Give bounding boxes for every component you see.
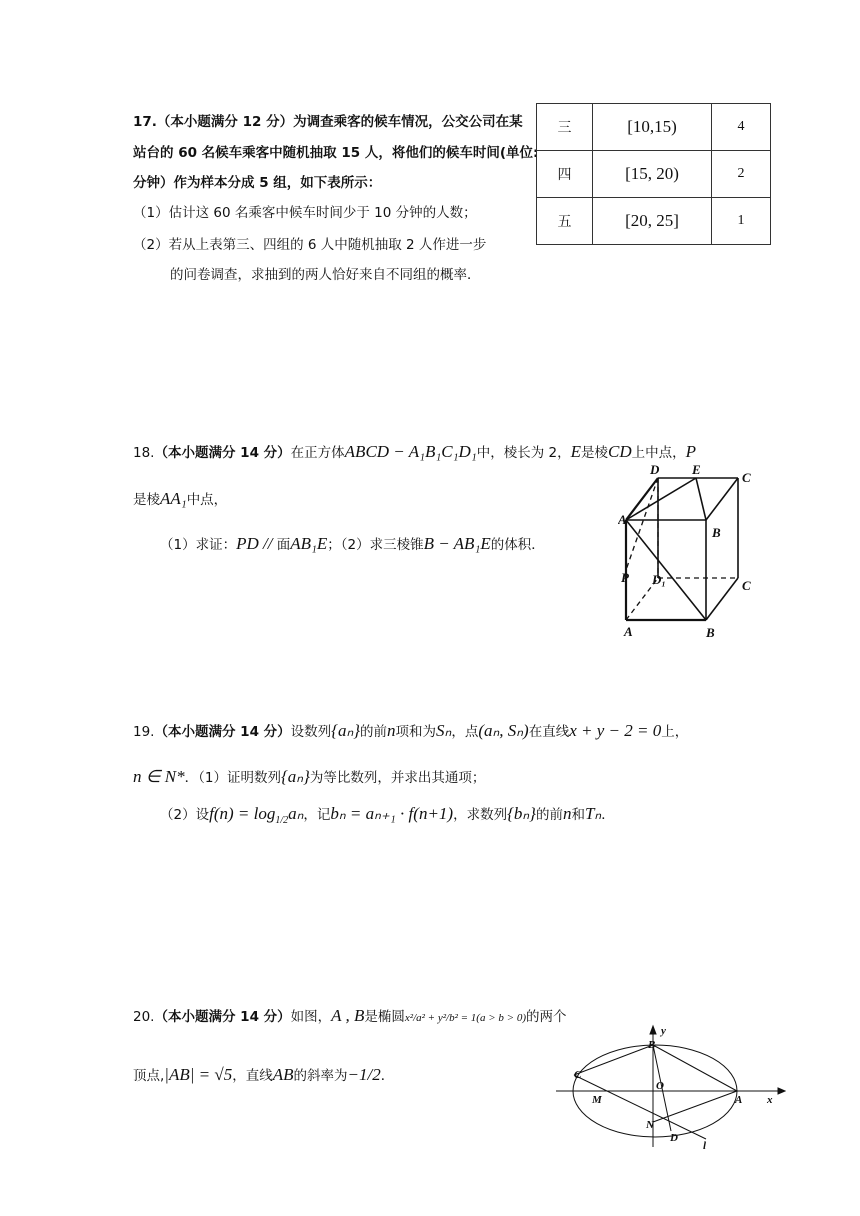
q18-math: AB₁E	[290, 534, 328, 553]
q18-text: 面	[276, 537, 291, 553]
q20-math: A , B	[331, 1006, 365, 1025]
q17-line2: 站台的 60 名候车乘客中随机抽取 15 人，将他们的候车时间(单位:	[133, 145, 539, 161]
ellipse-label-D: D	[670, 1132, 678, 1144]
table-row	[537, 198, 771, 245]
q19-text: ，求数列	[453, 807, 508, 823]
q19-text: ，点	[451, 724, 479, 740]
ellipse-label-y: y	[661, 1025, 666, 1037]
q18-text: 的体积．	[490, 537, 545, 553]
ellipse-label-B: B	[648, 1039, 656, 1051]
q18-heading: （本小题满分 14 分）	[154, 445, 291, 461]
q17-line3: 分钟）作为样本分成 5 组，如下表所示：	[133, 175, 382, 191]
q17-part1: （1）估计这 60 名乘客中候车时间少于 10 分钟的人数；	[133, 205, 477, 221]
q20-line2	[133, 1064, 394, 1085]
q19-math: n	[562, 804, 572, 823]
cube-label-P: P	[621, 570, 629, 585]
group-cell: 三	[537, 104, 593, 151]
q19-math: n	[387, 721, 396, 740]
ellipse-label-x: x	[767, 1094, 773, 1106]
q18-math: E	[570, 442, 582, 461]
q19-text: 的前	[535, 807, 563, 823]
q19-math: {aₙ}	[331, 721, 361, 740]
q19-math: f(n) = log	[209, 804, 276, 823]
q20-math: AB	[272, 1065, 294, 1084]
cube-label-D: D	[650, 462, 660, 477]
q19-math: n ∈ N*	[133, 767, 185, 786]
q18-math: PD //	[236, 534, 277, 553]
q20-text: 顶点,	[133, 1068, 165, 1084]
interval-cell: [10,15)	[593, 104, 712, 151]
ellipse-label-l: l	[703, 1140, 707, 1152]
q20-math: |AB| = √5	[164, 1065, 233, 1084]
q18-text: 上中点，	[631, 445, 686, 461]
group-cell: 四	[537, 151, 593, 198]
cube-label-E: E	[692, 462, 701, 477]
q18-text: 在正方体	[290, 445, 345, 461]
cube-label-A1: A	[618, 512, 627, 527]
q19-text: 上，	[661, 724, 689, 740]
q18-math: B − AB₁E	[423, 534, 491, 553]
q18-text: 中，棱长为 2，	[476, 445, 571, 461]
q18-math: CD	[608, 442, 632, 461]
q17-part2a: （2）若从上表第三、四组的 6 人中随机抽取 2 人作进一步	[133, 237, 487, 253]
cube-label-A: A	[624, 624, 633, 639]
q19-line2	[133, 766, 485, 787]
q20-ellipse-figure	[556, 1022, 786, 1152]
q20-line1	[133, 1005, 566, 1026]
q20-math: −1/2	[347, 1065, 381, 1084]
q19-text: 为等比数列，并求出其通项；	[309, 770, 486, 786]
cube-label-C1: C	[742, 470, 751, 485]
cube-label-C: C	[742, 578, 751, 593]
q19-math: Sₙ	[436, 721, 452, 740]
q19-math: x + y − 2 = 0	[569, 721, 662, 740]
q19-math: (aₙ, Sₙ)	[478, 721, 529, 740]
q19-text: ，记	[303, 807, 331, 823]
ellipse-label-C: C	[574, 1069, 582, 1081]
q19-math: {bₙ}	[507, 804, 536, 823]
interval-cell: [15, 20)	[593, 151, 712, 198]
table-row	[537, 151, 771, 198]
q20-text: ，直线	[232, 1068, 273, 1084]
ellipse-label-N: N	[646, 1119, 654, 1131]
q18-math: AA₁	[160, 489, 187, 508]
q18-text: 是棱	[133, 492, 160, 508]
q20-number: 20.	[133, 1009, 155, 1025]
q19-text: 的前	[360, 724, 388, 740]
table-row	[537, 104, 771, 151]
q19-text: 和	[571, 807, 585, 823]
q19-text: ．（1）证明数列	[184, 770, 281, 786]
q20-text: 的斜率为	[293, 1068, 348, 1084]
q18-line2	[133, 488, 227, 509]
q18-number: 18.	[133, 445, 155, 461]
cube-label-B: B	[706, 625, 715, 640]
q18-text: 是棱	[581, 445, 609, 461]
ellipse-label-O: O	[656, 1080, 664, 1092]
q19-line3	[160, 803, 615, 826]
q19-math: bₙ = aₙ₊₁ · f(n+1)	[330, 804, 454, 823]
q19-text: 设数列	[290, 724, 332, 740]
q19-line1	[133, 720, 688, 741]
q19-text: 在直线	[528, 724, 570, 740]
q20-heading: （本小题满分 14 分）	[154, 1009, 291, 1025]
q19-heading: （本小题满分 14 分）	[154, 724, 291, 740]
count-cell: 4	[712, 104, 771, 151]
q20-text: 是椭圆	[364, 1009, 405, 1025]
q18-text: 中点，	[186, 492, 228, 508]
q19-text: ．	[601, 807, 615, 823]
cube-label-B1: B	[712, 525, 721, 540]
q20-text: 的两个	[525, 1009, 567, 1025]
q20-text: 如图，	[290, 1009, 332, 1025]
count-cell: 2	[712, 151, 771, 198]
cube-label-D1: D₁	[652, 572, 666, 587]
q19-text: 项和为	[395, 724, 437, 740]
q18-line1	[133, 441, 696, 462]
q20-ellipse-equation: x²/a² + y²/b² = 1(a > b > 0)	[404, 1012, 526, 1024]
group-cell: 五	[537, 198, 593, 245]
q17-frequency-table	[536, 103, 771, 245]
count-cell: 1	[712, 198, 771, 245]
q18-text: （1）求证：	[160, 537, 237, 553]
ellipse-label-M: M	[592, 1094, 602, 1106]
q19-math: aₙ	[288, 804, 304, 823]
q19-math: Tₙ	[584, 804, 602, 823]
q19-math: {aₙ}	[281, 767, 310, 786]
q18-text: ；（2）求三棱锥	[327, 537, 424, 553]
q18-cube-figure	[618, 460, 758, 645]
q20-text: ．	[380, 1068, 395, 1084]
q19-math: 1/2	[275, 814, 289, 826]
q18-cube: ABCD − A₁B₁C₁D₁	[344, 442, 477, 461]
q18-parts	[160, 533, 545, 554]
interval-cell: [20, 25]	[593, 198, 712, 245]
ellipse-label-A: A	[735, 1094, 743, 1106]
q19-number: 19.	[133, 724, 155, 740]
q18-math: P	[685, 442, 697, 461]
q19-text: （2）设	[160, 807, 210, 823]
q17-part2b: 的问卷调查，求抽到的两人恰好来自不同组的概率．	[170, 267, 481, 283]
q17-heading: 17.（本小题满分 12 分）为调查乘客的候车情况，公交公司在某	[133, 114, 523, 130]
